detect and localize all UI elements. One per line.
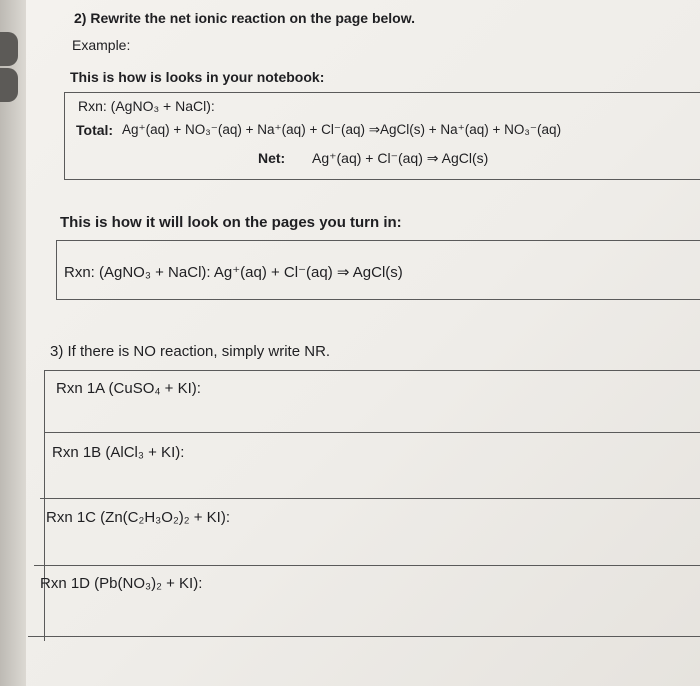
turnin-intro: This is how it will look on the pages you turn in: xyxy=(60,214,402,231)
notebook-intro: This is how is looks in your notebook: xyxy=(70,69,325,85)
binder-tab xyxy=(0,32,18,66)
notebook-rxn: Rxn: (AgNO₃ + NaCl): xyxy=(78,98,215,114)
net-equation: Ag⁺(aq) + Cl⁻(aq) ⇒ AgCl(s) xyxy=(312,150,489,166)
binder-edge xyxy=(0,0,26,686)
q3-heading: 3) If there is NO reaction, simply write NR. xyxy=(50,343,331,360)
example-label: Example: xyxy=(72,37,131,53)
row-divider xyxy=(40,498,700,499)
rxn-1d-label: Rxn 1D (Pb(NO₃)₂ + KI): xyxy=(40,575,203,592)
rxn-1c-label: Rxn 1C (Zn(C₂H₃O₂)₂ + KI): xyxy=(46,509,231,526)
total-label: Total: xyxy=(76,122,114,138)
answer-table xyxy=(44,370,700,641)
rxn-1b-label: Rxn 1B (AlCl₃ + KI): xyxy=(52,444,185,461)
row-divider xyxy=(34,565,700,566)
turnin-equation: Rxn: (AgNO₃ + NaCl): Ag⁺(aq) + Cl⁻(aq) ⇒ AgCl(s) xyxy=(64,264,403,281)
row-divider xyxy=(28,636,700,637)
binder-tab xyxy=(0,68,18,102)
total-equation: Ag⁺(aq) + NO₃⁻(aq) + Na⁺(aq) + Cl⁻(aq) ⇒AgCl(s) + Na⁺(aq) + NO₃⁻(aq) xyxy=(122,122,562,137)
net-label: Net: xyxy=(258,150,286,166)
row-divider xyxy=(44,432,700,433)
rxn-1a-label: Rxn 1A (CuSO₄ + KI): xyxy=(56,380,201,397)
q2-heading: 2) Rewrite the net ionic reaction on the page below. xyxy=(74,10,415,26)
